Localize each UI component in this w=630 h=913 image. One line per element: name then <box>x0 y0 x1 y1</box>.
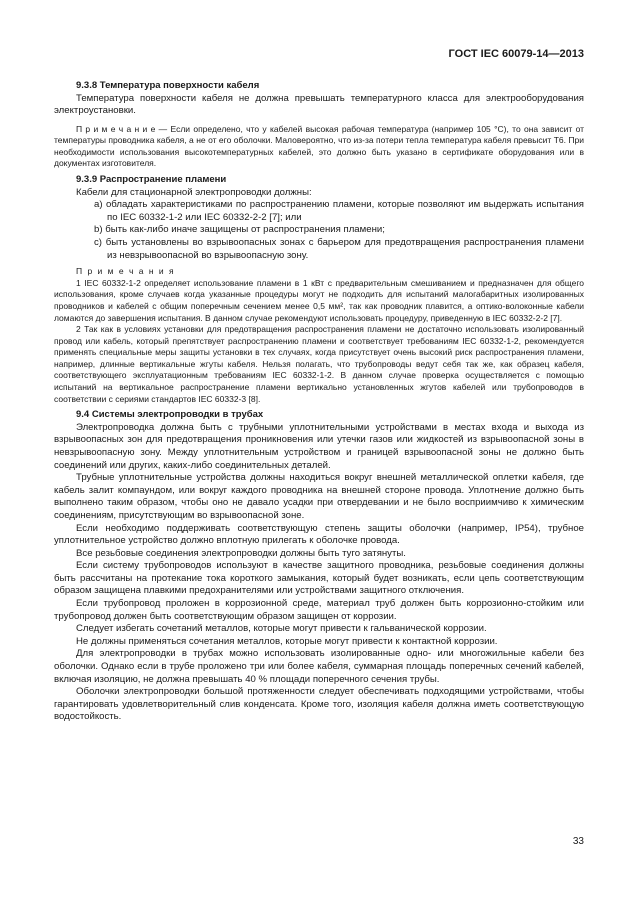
paragraph: Если трубопровод проложен в коррозионной среде, материал труб должен быть коррозионно-стойким или трубопровод должен быть соответствующим образом защищен от коррозии. <box>54 598 584 622</box>
paragraph: Не должны применяться сочетания металлов, которые могут привести к контактной коррозии. <box>76 635 498 647</box>
paragraph: Если необходимо поддерживать соответствующую степень защиты оболочки (например, IP54), трубное уплотнительное устройство должно вплотную прилегать к оболочке провода. <box>54 522 584 547</box>
paragraph: Если систему трубопроводов используют в качестве защитного проводника, резьбовые соединения должны быть рассчитаны на протекание тока короткого замыкания, который будет возникать, если цепь соответствующим образом защищена плавкими предохранителями или устройствами защитного отключения. <box>54 560 584 597</box>
list-item: b) быть как-либо иначе защищены от распространения пламени; <box>94 224 385 236</box>
paragraph: Следует избегать сочетаний металлов, которые могут привести к гальванической коррозии. <box>76 623 487 635</box>
section-title-9-3-9: 9.3.9 Распространение пламени <box>76 174 227 186</box>
section-title-9-4: 9.4 Системы электропроводки в трубах <box>76 409 264 421</box>
paragraph: Кабели для стационарной электропроводки должны: <box>76 186 312 198</box>
paragraph: Температура поверхности кабеля не должна превышать температурного класса для электрооборудования электроустановки. <box>54 92 584 117</box>
paragraph: Оболочки электропроводки большой протяженности следует обеспечивать подходящими устройствами, чтобы гарантировать удовлетворительный слив конденсата. Кроме того, изоляция кабеля должна иметь соответствующую водостойкость. <box>54 686 584 723</box>
paragraph: Все резьбовые соединения электропроводки должны быть туго затянуты. <box>76 547 406 559</box>
requirements-list <box>54 199 584 262</box>
paragraph: Для электропроводки в трубах можно использовать изолированные одно- или многожильные кабели без оболочки. Однако если в трубе проложено три или более кабеля, суммарная площадь поперечных сечений кабелей, включая изоляцию, не должна превышать 40 % площади поперечного сечения трубы. <box>54 648 584 685</box>
document-body <box>54 80 584 724</box>
note: 1 IEC 60332-1-2 определяет использование пламени в 1 кВт с предварительным смешиванием и предназначен для общего использования, кроме случаев когда указанные процедуры могут не подходить для испытаний малогабаритных изолированных проводников и кабелей с общим поперечным сечением менее 0,5 мм², так как проводник плавится, а оптико-волоконные кабели ломаются до завершения испытания. В данном случае рекомендуют использовать процедуру, приведенную в IEC 60332-2-2 [7]. <box>54 277 584 323</box>
section-title-9-3-8: 9.3.8 Температура поверхности кабеля <box>76 80 260 91</box>
note: П р и м е ч а н и е — Если определено, что у кабелей высокая рабочая температура (например 105 °С), то она зависит от температуры проводника кабеля, а не от его оболочки. Маловероятно, что из-за потери тепла температура кабеля превысит Т6. При необходимости использования высокотемпературных кабелей, это должно быть указано в сертификате оборудования или в документах изготовителя. <box>54 123 584 169</box>
note: 2 Так как в условиях установки для предотвращения распространения пламени не достаточно использовать изолированный провод или кабель, который препятствует распространению пламени и соответствует требованиям IEC 60332-1-2, рекомендуется применять специальные меры защиты установки в тех случаях, когда присутствует очень высокий риск распространения пламени, например, длинные вертикальные жгуты кабеля. Нельзя полагать, что трубопроводы ведут себя так же, как образец кабеля, соответствующего эксплуатационным требованиям IEC 60332-1-2. В данном случае проверка осуществляется с помощью испытаний на вертикальное распространение пламени вертикально установленных жгутов кабелей или трубопроводов в соответствии с сериями стандартов IEC 60332-3 [8]. <box>54 324 584 404</box>
page-number: 33 <box>572 836 584 847</box>
paragraph: Электропроводка должна быть с трубными уплотнительными устройствами в местах входа и выхода из взрывоопасных зон для предотвращения проникновения или утечки газов или жидкостей из взрывоопасной зоны в невзрывоопасную зону. Между уплотнительным устройством и границей взрывоопасной зоны не должно быть соединений или других, каких-либо соединительных деталей. <box>54 421 584 471</box>
notes-label: П р и м е ч а н и я <box>76 266 176 277</box>
list-item: а) обладать характеристиками по распространению пламени, которые позволяют им выдержать испытания по IEC 60332-1-2 или IEC 60332-2-2 [7]; или <box>94 199 584 223</box>
standard-header: ГОСТ IEC 60079-14—2013 <box>448 48 584 60</box>
list-item: c) быть установлены во взрывоопасных зонах с барьером для предотвращения распространения пламени из невзрывоопасной во взрывоопасную зону. <box>94 236 584 261</box>
paragraph: Трубные уплотнительные устройства должны находиться вокруг внешней металлической оплетки кабеля, где кабель залит компаундом, или вокруг каждого проводника на внешней стороне провода. Уплотнение должно быть выполнено таким образом, чтобы оно не давало усадки при отвердевании и не было восприимчиво к химическим соединениям, присутствующим во взрывоопасной зоне. <box>54 472 584 521</box>
